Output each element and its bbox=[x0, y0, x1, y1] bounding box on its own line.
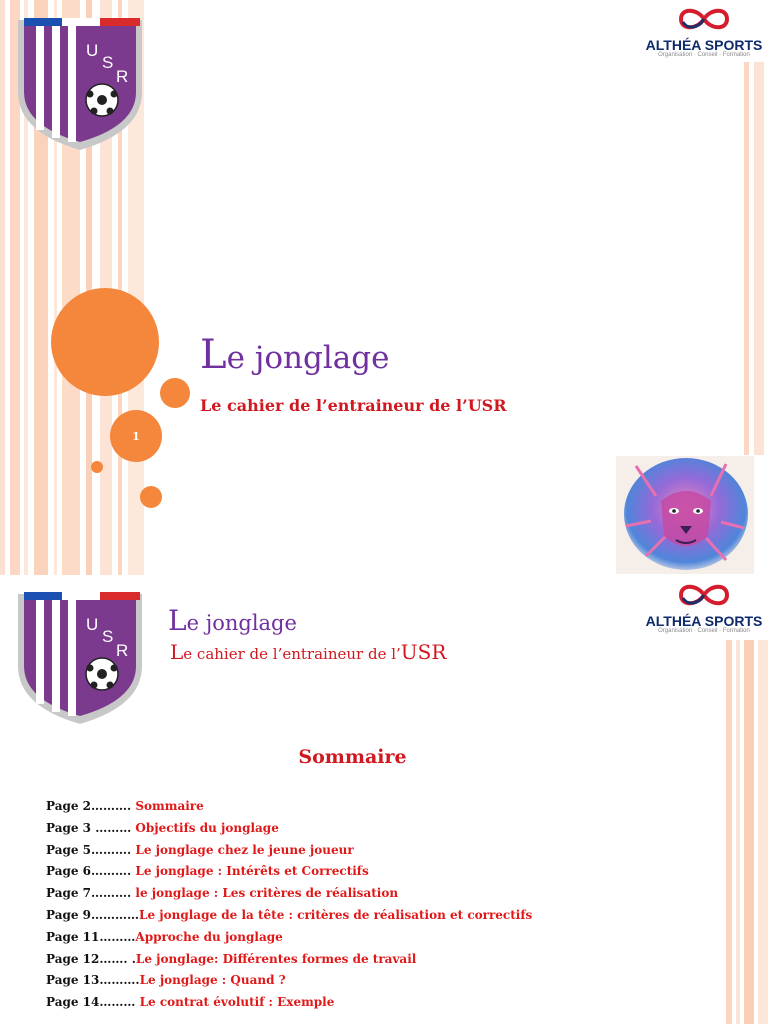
toc-page: Page 9………… bbox=[46, 907, 140, 922]
sponsor-tagline: Organisation · Conseil · Formation bbox=[658, 52, 750, 58]
toc-item[interactable] bbox=[46, 905, 532, 927]
toc-page: Page 12……. . bbox=[46, 951, 136, 966]
infinity-icon bbox=[669, 4, 739, 34]
table-of-contents bbox=[46, 796, 532, 1014]
slide2-title-rest: e jonglage bbox=[186, 611, 297, 635]
toc-page: Page 5………. bbox=[46, 842, 136, 857]
club-logo bbox=[14, 588, 146, 726]
slide2-subtitle-initial: L bbox=[170, 640, 184, 664]
decor-stripe bbox=[744, 640, 754, 1024]
toc-title: Approche du jonglage bbox=[135, 929, 283, 944]
slide2-subtitle bbox=[170, 640, 446, 664]
sommaire-heading: Sommaire bbox=[298, 746, 407, 768]
page-number-badge: 1 bbox=[110, 410, 162, 462]
document-title bbox=[200, 333, 389, 380]
toc-item[interactable] bbox=[46, 840, 532, 862]
title-initial: L bbox=[200, 332, 227, 378]
svg-text:R: R bbox=[116, 67, 129, 86]
sponsor-name-1: ALTHÉA bbox=[645, 613, 701, 629]
toc-item[interactable] bbox=[46, 796, 532, 818]
toc-item[interactable] bbox=[46, 992, 532, 1014]
lion-painting-image bbox=[616, 456, 754, 574]
decor-circle bbox=[51, 288, 159, 396]
decor-circle bbox=[140, 486, 162, 508]
toc-title: Le jonglage : Intérêts et Correctifs bbox=[135, 864, 369, 879]
decor-stripe bbox=[0, 0, 5, 575]
toc-page: Page 3 ……… bbox=[46, 820, 136, 835]
toc-title: Le jonglage chez le jeune joueur bbox=[135, 842, 354, 857]
svg-text:R: R bbox=[116, 641, 129, 660]
toc-page: Page 14……… bbox=[46, 995, 140, 1010]
slide2-title bbox=[168, 604, 297, 637]
slide2-title-initial: L bbox=[168, 604, 187, 637]
svg-text:U: U bbox=[86, 41, 99, 60]
toc-item[interactable] bbox=[46, 861, 532, 883]
svg-text:S: S bbox=[102, 627, 114, 646]
sponsor-logo bbox=[644, 580, 764, 638]
decor-circle bbox=[160, 378, 190, 408]
toc-item[interactable] bbox=[46, 927, 532, 949]
toc-title: Le jonglage: Différentes formes de travail bbox=[135, 951, 417, 966]
toc-item[interactable] bbox=[46, 970, 532, 992]
toc-page: Page 13………. bbox=[46, 973, 140, 988]
svg-text:U: U bbox=[86, 615, 99, 634]
toc-title: le jonglage : Les critères de réalisation bbox=[135, 886, 399, 901]
toc-page: Page 7………. bbox=[46, 886, 136, 901]
svg-text:S: S bbox=[102, 53, 114, 72]
toc-item[interactable] bbox=[46, 949, 532, 971]
toc-title: Le jonglage : Quand ? bbox=[139, 973, 286, 988]
slide2-subtitle-end: USR bbox=[400, 640, 447, 664]
toc-item[interactable] bbox=[46, 883, 532, 905]
decor-stripe bbox=[744, 60, 749, 455]
title-rest: e jonglage bbox=[226, 340, 390, 376]
decor-circle bbox=[91, 461, 103, 473]
toc-title: Sommaire bbox=[135, 799, 204, 813]
document-subtitle: Le cahier de l’entraineur de l’USR bbox=[200, 396, 507, 415]
decor-stripe bbox=[726, 640, 732, 1024]
club-logo bbox=[14, 14, 146, 152]
toc-title: Objectifs du jonglage bbox=[135, 820, 279, 835]
toc-title: Le jonglage de la tête : critères de réalisation et correctifs bbox=[139, 907, 533, 922]
toc-item[interactable] bbox=[46, 818, 532, 840]
decor-stripe bbox=[758, 640, 768, 1024]
toc-page: Page 6………. bbox=[46, 864, 136, 879]
sponsor-tagline: Organisation · Conseil · Formation bbox=[658, 628, 750, 634]
decor-stripe bbox=[736, 640, 740, 1024]
infinity-icon bbox=[669, 580, 739, 610]
decor-stripe bbox=[754, 60, 764, 455]
sponsor-logo bbox=[644, 4, 764, 62]
sponsor-name-1: ALTHÉA bbox=[645, 37, 701, 53]
toc-page: Page 11……… bbox=[46, 929, 136, 944]
slide2-subtitle-rest: e cahier de l’entraineur de l’ bbox=[183, 645, 401, 663]
toc-page: Page 2………. bbox=[46, 799, 136, 813]
sponsor-name-2: SPORTS bbox=[700, 613, 763, 629]
sponsor-name-2: SPORTS bbox=[700, 37, 763, 53]
toc-title: Le contrat évolutif : Exemple bbox=[139, 995, 335, 1010]
